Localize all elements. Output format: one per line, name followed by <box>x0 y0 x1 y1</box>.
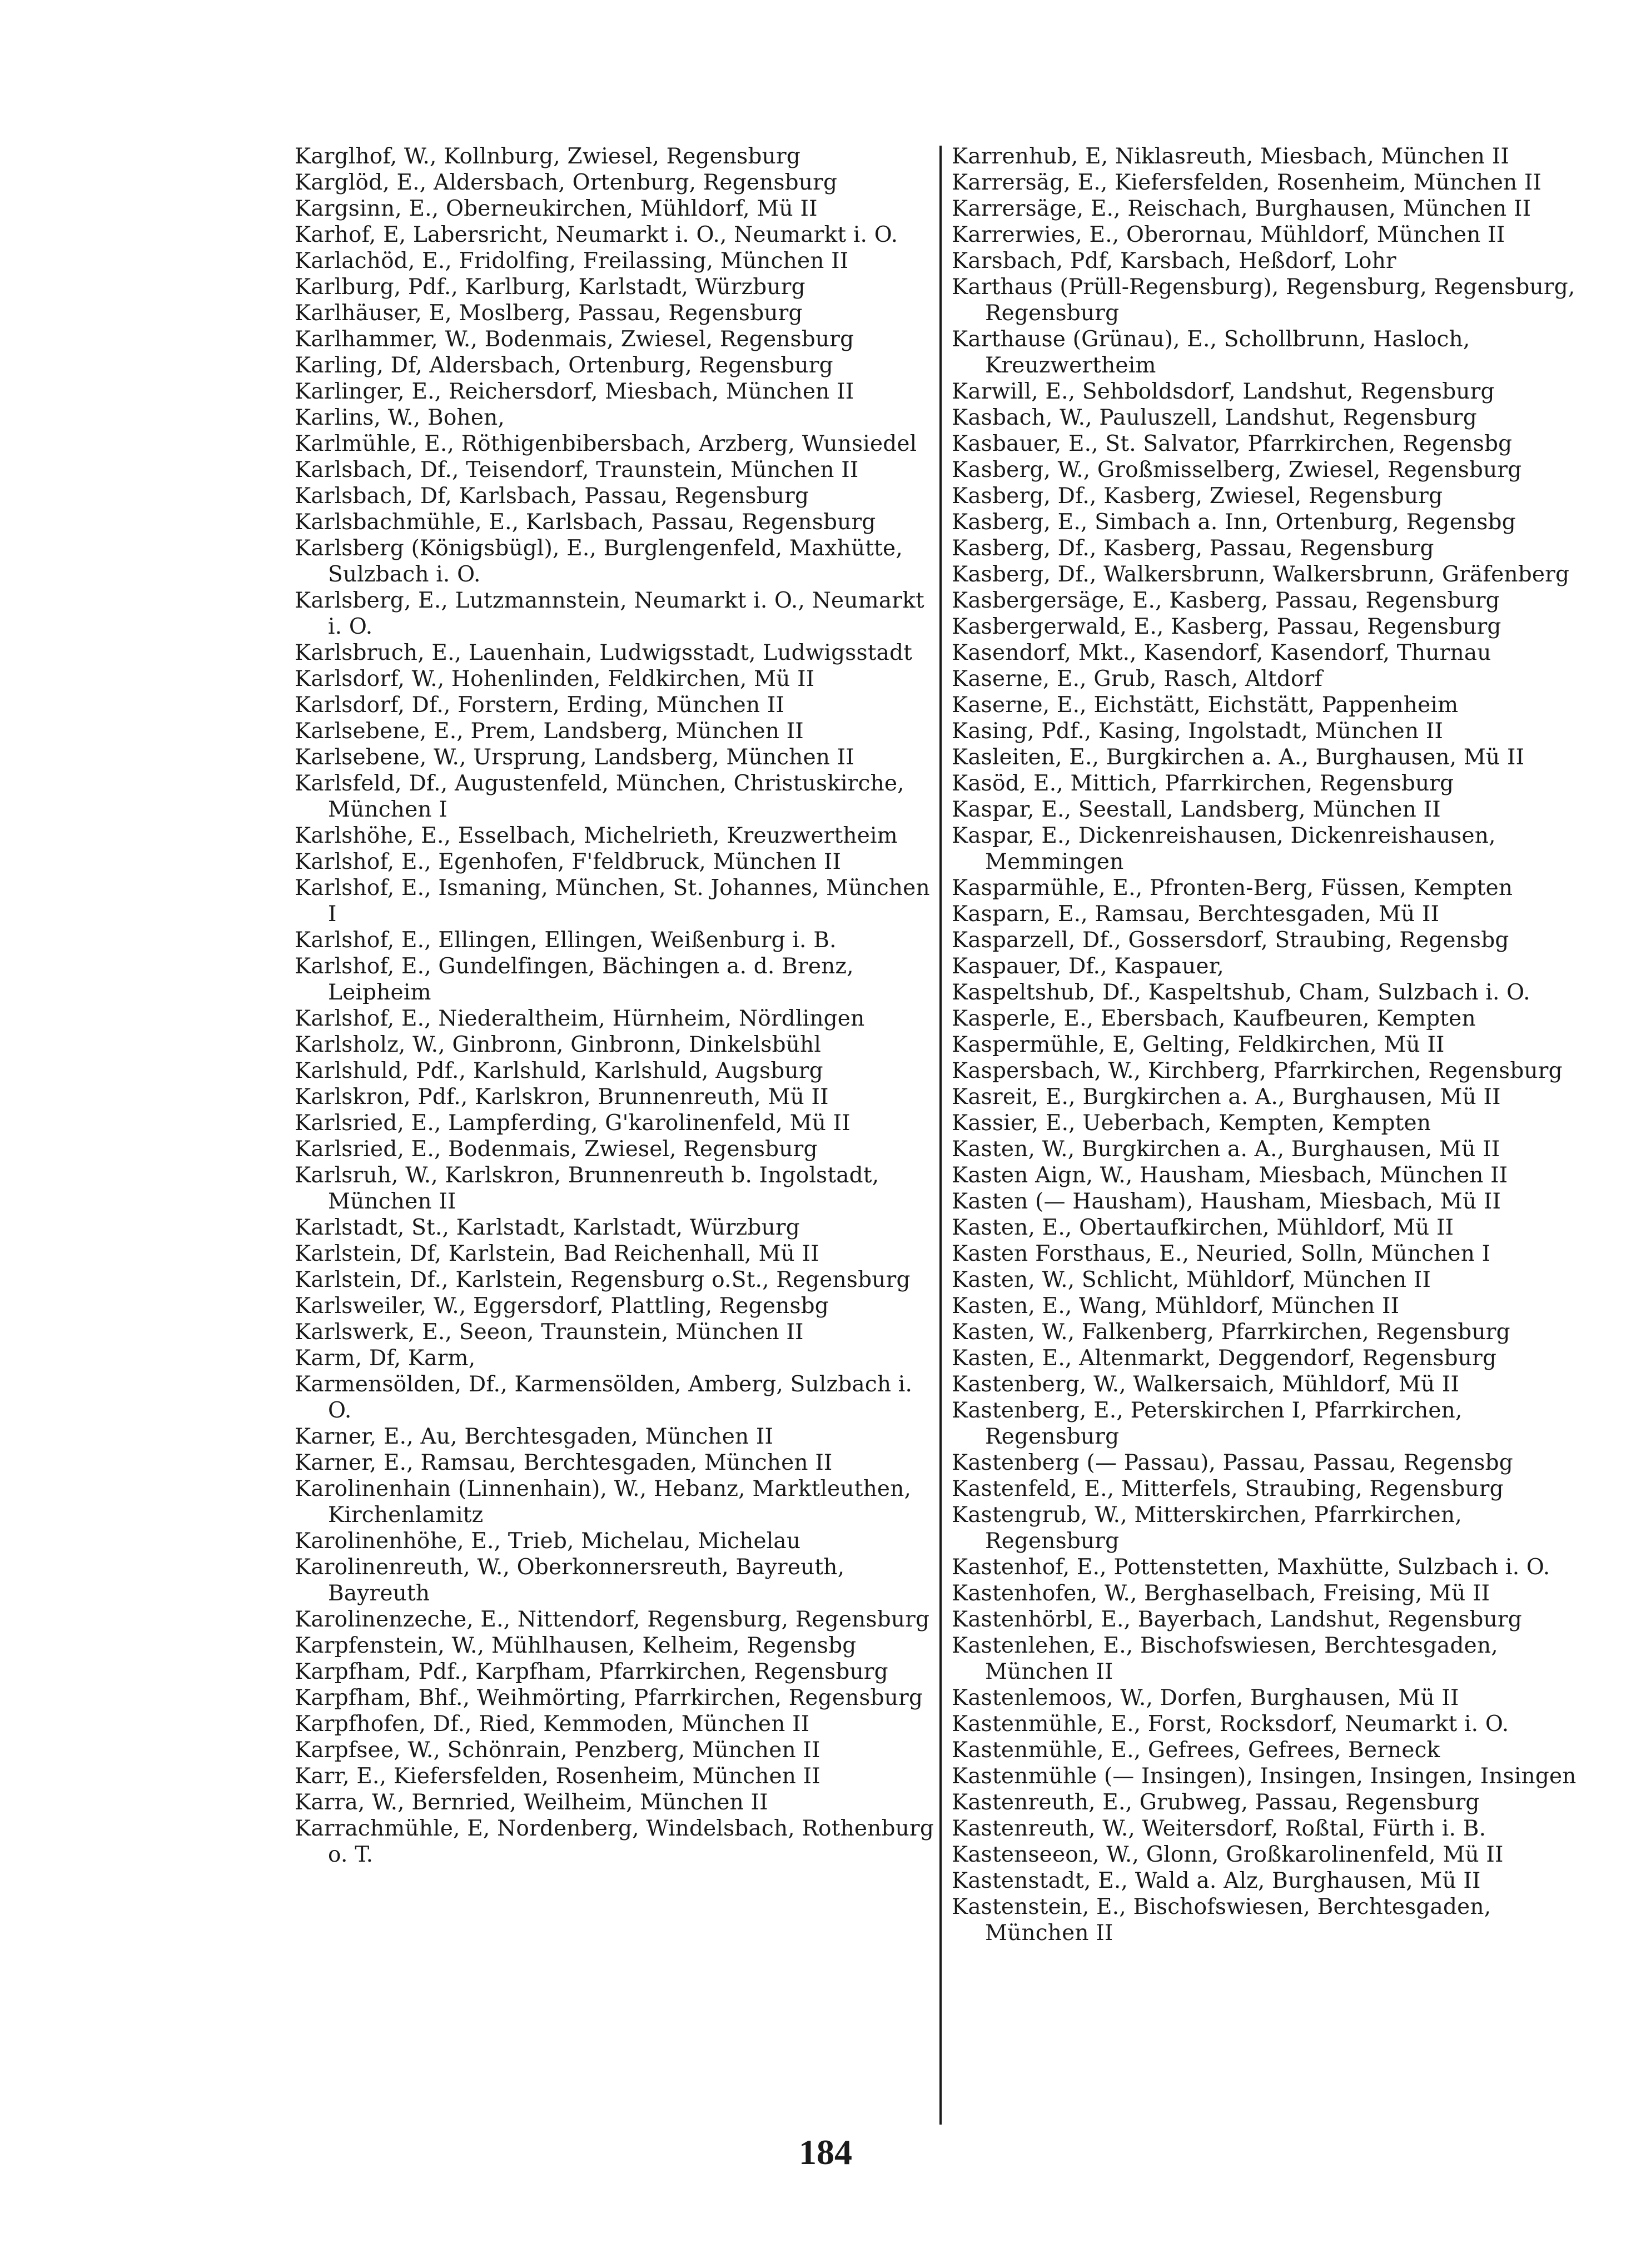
directory-entry: Karlsruh, W., Karlskron, Brunnenreuth b. Ingolstadt, München II <box>295 1163 879 1214</box>
directory-entry: Kasbauer, E., St. Salvator, Pfarrkirchen, Regensbg <box>952 431 1513 456</box>
directory-entry: Karrerwies, E., Oberornau, Mühldorf, München II <box>952 222 1505 247</box>
directory-entry: Kasparn, E., Ramsau, Berchtesgaden, Mü II <box>952 902 1440 927</box>
directory-entry: Karner, E., Ramsau, Berchtesgaden, München II <box>295 1450 833 1475</box>
directory-entry: Karolinenzeche, E., Nittendorf, Regensburg, Regensburg <box>295 1607 930 1632</box>
directory-entry: Kastenberg, E., Peterskirchen I, Pfarrkirchen, Regensburg <box>952 1398 1463 1449</box>
directory-entry: Karsbach, Pdf, Karsbach, Heßdorf, Lohr <box>952 248 1396 273</box>
directory-entry: Karlsbruch, E., Lauenhain, Ludwigsstadt, Ludwigsstadt <box>295 640 913 665</box>
directory-entry: Karlins, W., Bohen, <box>295 405 505 430</box>
directory-entry: Kasberg, Df., Walkersbrunn, Walkersbrunn, Gräfenberg <box>952 562 1570 587</box>
directory-entry: Kasberg, E., Simbach a. Inn, Ortenburg, Regensbg <box>952 510 1516 535</box>
directory-entry: Kasperle, E., Ebersbach, Kaufbeuren, Kempten <box>952 1006 1476 1031</box>
directory-entry: Karner, E., Au, Berchtesgaden, München II <box>295 1424 774 1449</box>
directory-entry: Karra, W., Bernried, Weilheim, München II <box>295 1790 768 1815</box>
directory-entry: Kasten, W., Schlicht, Mühldorf, München II <box>952 1267 1431 1292</box>
directory-entry: Karlachöd, E., Fridolfing, Freilassing, München II <box>295 248 849 273</box>
directory-entry: Kasberg, Df., Kasberg, Zwiesel, Regensburg <box>952 484 1443 509</box>
directory-entry: Karlshof, E., Egenhofen, F'feldbruck, München II <box>295 849 842 874</box>
directory-entry: Karlsried, E., Lampferding, G'karolinenfeld, Mü II <box>295 1111 851 1136</box>
directory-entry: Karlsebene, E., Prem, Landsberg, München II <box>295 719 804 744</box>
directory-entry: Kasbergersäge, E., Kasberg, Passau, Regensburg <box>952 588 1500 613</box>
directory-entry: Kaserne, E., Grub, Rasch, Altdorf <box>952 667 1323 692</box>
directory-entry: Karrersäge, E., Reischach, Burghausen, München II <box>952 196 1531 221</box>
directory-entry: Kasberg, W., Großmisselberg, Zwiesel, Regensburg <box>952 457 1522 483</box>
directory-entry: Karwill, E., Sehboldsdorf, Landshut, Regensburg <box>952 379 1495 404</box>
directory-entry: Karm, Df, Karm, <box>295 1346 476 1371</box>
directory-entry: Karlinger, E., Reichersdorf, Miesbach, München II <box>295 379 854 404</box>
directory-entry: Kaspermühle, E, Gelting, Feldkirchen, Mü II <box>952 1032 1445 1057</box>
directory-entry: Kastenfeld, E., Mitterfels, Straubing, Regensburg <box>952 1476 1504 1501</box>
directory-entry: Kastenreuth, E., Grubweg, Passau, Regensburg <box>952 1790 1480 1815</box>
directory-entry: Kastengrub, W., Mitterskirchen, Pfarrkirchen, Regensburg <box>952 1503 1462 1554</box>
directory-entry: Kastenhof, E., Pottenstetten, Maxhütte, Sulzbach i. O. <box>952 1555 1550 1580</box>
directory-entry: Karlstadt, St., Karlstadt, Karlstadt, Würzburg <box>295 1215 800 1240</box>
directory-entry: Kastenseeon, W., Glonn, Großkarolinenfeld, Mü II <box>952 1842 1504 1867</box>
directory-entry: Kasten, E., Altenmarkt, Deggendorf, Regensburg <box>952 1346 1497 1371</box>
directory-entry: Karpfhofen, Df., Ried, Kemmoden, München II <box>295 1712 810 1737</box>
directory-entry: Karlskron, Pdf., Karlskron, Brunnenreuth, Mü II <box>295 1085 829 1110</box>
right-column <box>952 143 1597 1946</box>
directory-entry: Karpfham, Pdf., Karpfham, Pfarrkirchen, Regensburg <box>295 1659 888 1684</box>
directory-entry: Karpfham, Bhf., Weihmörting, Pfarrkirchen, Regensburg <box>295 1685 923 1710</box>
directory-entry: Karlstein, Df, Karlstein, Bad Reichenhall, Mü II <box>295 1241 819 1266</box>
directory-entry: Kargsinn, E., Oberneukirchen, Mühldorf, Mü II <box>295 196 818 221</box>
directory-entry: Kastenmühle (— Insingen), Insingen, Insingen, Insingen <box>952 1764 1577 1789</box>
directory-entry: Kastenreuth, W., Weitersdorf, Roßtal, Fürth i. B. <box>952 1816 1486 1841</box>
directory-entry: Kastenberg, W., Walkersaich, Mühldorf, Mü II <box>952 1372 1460 1397</box>
directory-entry: Karlswerk, E., Seeon, Traunstein, München II <box>295 1320 804 1345</box>
directory-entry: Kasberg, Df., Kasberg, Passau, Regensburg <box>952 536 1434 561</box>
directory-entry: Karlsdorf, Df., Forstern, Erding, München II <box>295 693 785 718</box>
directory-entry: Kasten (— Hausham), Hausham, Miesbach, Mü II <box>952 1189 1501 1214</box>
directory-entry: Kastenstadt, E., Wald a. Alz, Burghausen, Mü II <box>952 1868 1481 1893</box>
directory-entry: Kasten Aign, W., Hausham, Miesbach, München II <box>952 1163 1508 1188</box>
directory-entry: Kasbergerwald, E., Kasberg, Passau, Regensburg <box>952 614 1501 639</box>
directory-entry: Karlsweiler, W., Eggersdorf, Plattling, Regensbg <box>295 1294 829 1319</box>
directory-entry: Karolinenreuth, W., Oberkonnersreuth, Bayreuth, Bayreuth <box>295 1555 845 1606</box>
directory-entry: Kastenhörbl, E., Bayerbach, Landshut, Regensburg <box>952 1607 1522 1632</box>
directory-entry: Karlstein, Df., Karlstein, Regensburg o.St., Regensburg <box>295 1267 911 1292</box>
directory-entry: Kastenlehen, E., Bischofswiesen, Berchtesgaden, München II <box>952 1633 1498 1684</box>
directory-entry: Karlsdorf, W., Hohenlinden, Feldkirchen, Mü II <box>295 667 815 692</box>
directory-entry: Kasten, E., Obertaufkirchen, Mühldorf, Mü II <box>952 1215 1454 1240</box>
directory-entry: Karlshuld, Pdf., Karlshuld, Karlshuld, Augsburg <box>295 1058 823 1083</box>
directory-entry: Kasöd, E., Mittich, Pfarrkirchen, Regensburg <box>952 771 1454 796</box>
directory-entry: Karglhof, W., Kollnburg, Zwiesel, Regensburg <box>295 144 800 169</box>
directory-entry: Kasing, Pdf., Kasing, Ingolstadt, München II <box>952 719 1444 744</box>
directory-entry: Kastenmühle, E., Forst, Rocksdorf, Neumarkt i. O. <box>952 1712 1509 1737</box>
directory-entry: Karrersäg, E., Kiefersfelden, Rosenheim, München II <box>952 170 1542 195</box>
directory-entry: Karlsfeld, Df., Augustenfeld, München, Christuskirche, München I <box>295 771 904 822</box>
directory-entry: Karrenhub, E, Niklasreuth, Miesbach, München II <box>952 144 1509 169</box>
directory-entry: Kastenberg (— Passau), Passau, Passau, Regensbg <box>952 1450 1513 1475</box>
directory-entry: Karlshof, E., Ismaning, München, St. Johannes, München I <box>295 876 930 927</box>
directory-entry: Kasten, W., Burgkirchen a. A., Burghausen, Mü II <box>952 1137 1500 1162</box>
page-number: 184 <box>799 2132 852 2172</box>
directory-entry: Kastenmühle, E., Gefrees, Gefrees, Berneck <box>952 1738 1440 1763</box>
directory-entry: Kastenhofen, W., Berghaselbach, Freising, Mü II <box>952 1581 1490 1606</box>
directory-entry: Karlshof, E., Gundelfingen, Bächingen a. d. Brenz, Leipheim <box>295 954 854 1005</box>
directory-entry: Karlsberg (Königsbügl), E., Burglengenfeld, Maxhütte, Sulzbach i. O. <box>295 536 903 587</box>
directory-entry: Karlshof, E., Ellingen, Ellingen, Weißenburg i. B. <box>295 928 837 953</box>
directory-entry: Karlburg, Pdf., Karlburg, Karlstadt, Würzburg <box>295 275 805 300</box>
directory-entry: Kaspeltshub, Df., Kaspeltshub, Cham, Sulzbach i. O. <box>952 980 1530 1005</box>
directory-entry: Karrachmühle, E, Nordenberg, Windelsbach, Rothenburg o. T. <box>295 1816 934 1867</box>
directory-entry: Kaspauer, Df., Kaspauer, <box>952 954 1224 979</box>
directory-entry: Kaspar, E., Dickenreishausen, Dickenreishausen, Memmingen <box>952 823 1496 874</box>
directory-entry: Karlsbach, Df., Teisendorf, Traunstein, München II <box>295 457 859 483</box>
directory-entry: Karlhammer, W., Bodenmais, Zwiesel, Regensburg <box>295 327 854 352</box>
directory-entry: Karlsholz, W., Ginbronn, Ginbronn, Dinkelsbühl <box>295 1032 822 1057</box>
directory-entry: Kastenlemoos, W., Dorfen, Burghausen, Mü II <box>952 1685 1459 1710</box>
directory-entry: Karpfenstein, W., Mühlhausen, Kelheim, Regensbg <box>295 1633 857 1658</box>
directory-entry: Karpfsee, W., Schönrain, Penzberg, München II <box>295 1738 820 1763</box>
directory-entry: Kasparmühle, E., Pfronten-Berg, Füssen, Kempten <box>952 876 1513 901</box>
directory-entry: Karolinenhöhe, E., Trieb, Michelau, Michelau <box>295 1529 801 1554</box>
directory-entry: Kassier, E., Ueberbach, Kempten, Kempten <box>952 1111 1431 1136</box>
directory-entry: Karlmühle, E., Röthigenbibersbach, Arzberg, Wunsiedel <box>295 431 917 456</box>
directory-entry: Karr, E., Kiefersfelden, Rosenheim, München II <box>295 1764 820 1789</box>
directory-entry: Karlsbach, Df, Karlsbach, Passau, Regensburg <box>295 484 809 509</box>
directory-entry: Karlsebene, W., Ursprung, Landsberg, München II <box>295 745 854 770</box>
directory-entry: Karolinenhain (Linnenhain), W., Hebanz, Marktleuthen, Kirchenlamitz <box>295 1476 912 1528</box>
directory-entry: Kasbach, W., Pauluszell, Landshut, Regensburg <box>952 405 1477 430</box>
directory-entry: Karmensölden, Df., Karmensölden, Amberg, Sulzbach i. O. <box>295 1372 913 1423</box>
directory-entry: Karlshöhe, E., Esselbach, Michelrieth, Kreuzwertheim <box>295 823 898 848</box>
directory-entry: Kasendorf, Mkt., Kasendorf, Kasendorf, Thurnau <box>952 640 1491 665</box>
directory-entry: Karlsried, E., Bodenmais, Zwiesel, Regensburg <box>295 1137 818 1162</box>
directory-entry: Kaserne, E., Eichstätt, Eichstätt, Pappenheim <box>952 693 1459 718</box>
directory-entry: Karlshof, E., Niederaltheim, Hürnheim, Nördlingen <box>295 1006 865 1031</box>
directory-entry: Kasten, W., Falkenberg, Pfarrkirchen, Regensburg <box>952 1320 1510 1345</box>
directory-entry: Karglöd, E., Aldersbach, Ortenburg, Regensburg <box>295 170 838 195</box>
directory-entry: Kasten Forsthaus, E., Neuried, Solln, München I <box>952 1241 1491 1266</box>
directory-entry: Kaspar, E., Seestall, Landsberg, München II <box>952 797 1441 822</box>
column-divider <box>939 146 942 2125</box>
directory-entry: Karthaus (Prüll-Regensburg), Regensburg, Regensburg, Regensburg <box>952 275 1575 326</box>
directory-entry: Kasten, E., Wang, Mühldorf, München II <box>952 1294 1400 1319</box>
directory-entry: Karhof, E, Labersricht, Neumarkt i. O., Neumarkt i. O. <box>295 222 898 247</box>
directory-entry: Karlsberg, E., Lutzmannstein, Neumarkt i. O., Neumarkt i. O. <box>295 588 924 639</box>
directory-entry: Kastenstein, E., Bischofswiesen, Berchtesgaden, München II <box>952 1894 1491 1946</box>
directory-entry: Kasparzell, Df., Gossersdorf, Straubing, Regensbg <box>952 928 1509 953</box>
directory-entry: Karlsbachmühle, E., Karlsbach, Passau, Regensburg <box>295 510 876 535</box>
directory-entry: Karlhäuser, E, Moslberg, Passau, Regensburg <box>295 301 803 326</box>
directory-entry: Karthause (Grünau), E., Schollbrunn, Hasloch, Kreuzwertheim <box>952 327 1470 378</box>
directory-entry: Karling, Df, Aldersbach, Ortenburg, Regensburg <box>295 353 833 378</box>
directory-entry: Kasreit, E., Burgkirchen a. A., Burghausen, Mü II <box>952 1085 1501 1110</box>
directory-entry: Kasleiten, E., Burgkirchen a. A., Burghausen, Mü II <box>952 745 1525 770</box>
left-column <box>295 143 934 1868</box>
directory-entry: Kaspersbach, W., Kirchberg, Pfarrkirchen, Regensburg <box>952 1058 1563 1083</box>
